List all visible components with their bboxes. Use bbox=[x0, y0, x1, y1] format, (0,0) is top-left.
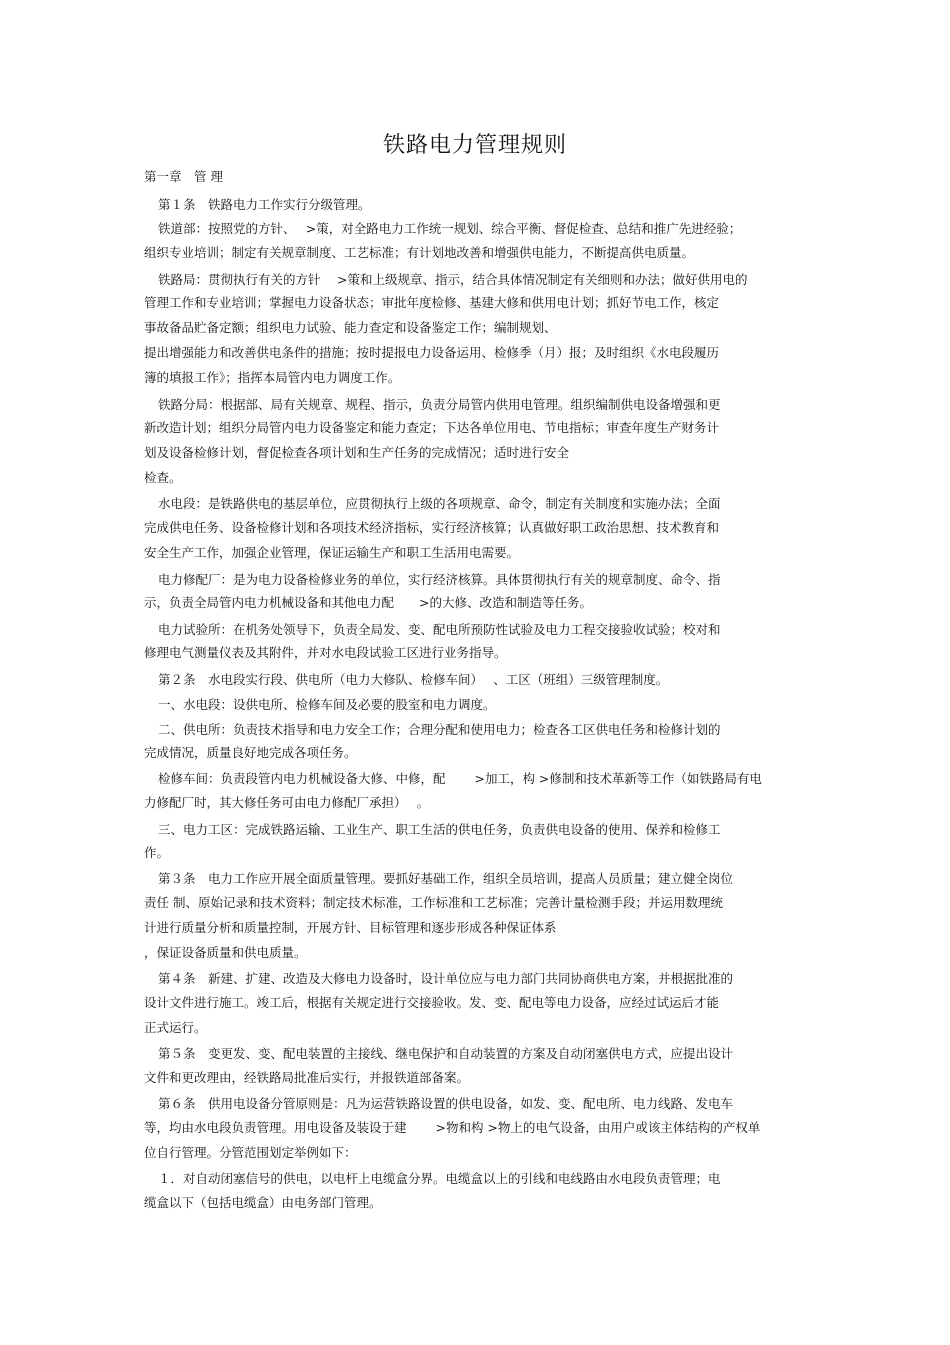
text-line: １．对自动闭塞信号的供电，以电杆上电缆盒分界。电缆盒以上的引线和电线路由水电段负责管理；电 bbox=[158, 1171, 721, 1186]
text-line: 水电段：是铁路供电的基层单位，应贯彻执行上级的各项规章、命令，制定有关制度和实施办法；全面 bbox=[158, 496, 721, 511]
text-line: 责任 制、原始记录和技术资料；制定技术标准，工作标准和工艺标准；完善计量检测手段；并运用数理统 bbox=[144, 895, 723, 910]
text-line: 位自行管理。分管范围划定举例如下： bbox=[144, 1145, 357, 1160]
text-line: ，保证设备质量和供电质量。 bbox=[144, 945, 307, 960]
document-title: 铁路电力管理规则 bbox=[382, 133, 567, 158]
text-line: 新改造计划；组织分局管内电力设备鉴定和能力查定；下达各单位用电、节电指标；审查年度生产财务计 bbox=[144, 420, 720, 435]
text-line: 划及设备检修计划，督促检查各项计划和生产任务的完成情况；适时进行安全 bbox=[144, 445, 570, 460]
text-line: 检修车间：负责段管内电力机械设备大修、中修，配 >加工，构 >修制和技术革新等工作（如铁路局有电 bbox=[158, 771, 762, 786]
text-line: 检查。 bbox=[144, 470, 182, 485]
text-line: 组织专业培训；制定有关规章制度、工艺标准；有计划地改善和增强供电能力，不断提高供电质量。 bbox=[144, 245, 695, 260]
text-line: 第４条 新建、扩建、改造及大修电力设备时，设计单位应与电力部门共同协商供电方案，并根据批准的 bbox=[158, 971, 734, 986]
text-line: 一、水电段：设供电所、检修车间及必要的股室和电力调度。 bbox=[158, 697, 496, 712]
text-line: 计进行质量分析和质量控制，开展方针、目标管理和逐步形成各种保证体系 bbox=[144, 920, 557, 935]
text-line: 簿的填报工作》；指挥本局管内电力调度工作。 bbox=[144, 370, 401, 385]
text-line: 管理工作和专业培训；掌握电力设备状态；审批年度检修、基建大修和供用电计划；抓好节电工作，核定 bbox=[144, 295, 720, 310]
text-line: 文件和更改理由，经铁路局批准后实行，并报铁道部备案。 bbox=[144, 1070, 470, 1085]
text-line: 作。 bbox=[144, 845, 170, 860]
text-line: 电力试验所：在机务处领导下，负责全局发、变、配电所预防性试验及电力工程交接验收试验；校对和 bbox=[158, 622, 721, 637]
chapter-heading: 第一章 管 理 bbox=[144, 169, 223, 184]
text-line: 安全生产工作，加强企业管理，保证运输生产和职工生活用电需要。 bbox=[144, 545, 520, 560]
text-line: 二、供电所：负责技术指导和电力安全工作；合理分配和使用电力；检查各工区供电任务和检修计划的 bbox=[158, 722, 721, 737]
text-line: 修理电气测量仪表及其附件，并对水电段试验工区进行业务指导。 bbox=[144, 645, 507, 660]
text-line: 第１条 铁路电力工作实行分级管理。 bbox=[158, 197, 371, 212]
text-line: 三、电力工区：完成铁路运输、工业生产、职工生活的供电任务，负责供电设备的使用、保养和检修工 bbox=[158, 822, 721, 837]
text-line: 缆盒以下（包括电缆盒）由电务部门管理。 bbox=[144, 1195, 382, 1210]
text-line: 铁道部：按照党的方针、 >策，对全路电力工作统一规划、综合平衡、督促检查、总结和推广先进经验； bbox=[158, 221, 742, 236]
text-line: 第３条 电力工作应开展全面质量管理。要抓好基础工作，组织全员培训，提高人员质量；建立健全岗位 bbox=[158, 871, 734, 886]
text-line: 正式运行。 bbox=[144, 1020, 207, 1035]
text-line: 第２条 水电段实行段、供电所（电力大修队、检修车间） 、工区（班组）三级管理制度。 bbox=[158, 672, 669, 687]
text-line: 设计文件进行施工。竣工后，根据有关规定进行交接验收。发、变、配电等电力设备，应经过试运后才能 bbox=[144, 995, 720, 1010]
text-line: 完成供电任务、设备检修计划和各项技术经济指标，实行经济核算；认真做好职工政治思想、技术教育和 bbox=[144, 520, 720, 535]
text-line: 铁路局：贯彻执行有关的方针 >策和上级规章、指示，结合具体情况制定有关细则和办法；做好供用电的 bbox=[158, 272, 748, 287]
text-line: 提出增强能力和改善供电条件的措施；按时提报电力设备运用、检修季（月）报；及时组织《水电段履历 bbox=[144, 345, 720, 360]
text-line: 示，负责全局管内电力机械设备和其他电力配 >的大修、改造和制造等任务。 bbox=[144, 595, 592, 610]
text-line: 第６条 供用电设备分管原则是：凡为运营铁路设置的供电设备，如发、变、配电所、电力线路、发电车 bbox=[158, 1096, 734, 1111]
text-line: 电力修配厂：是为电力设备检修业务的单位，实行经济核算。具体贯彻执行有关的规章制度、命令、指 bbox=[158, 572, 721, 587]
text-line: 完成情况，质量良好地完成各项任务。 bbox=[144, 745, 357, 760]
text-line: 力修配厂时，其大修任务可由电力修配厂承担） 。 bbox=[144, 795, 430, 810]
text-line: 等，均由水电段负责管理。用电设备及装设于建 >物和构 >物上的电气设备，由用户或该主体结构的产权单 bbox=[144, 1120, 761, 1135]
text-line: 事故备品贮备定额；组织电力试验、能力查定和设备鉴定工作；编制规划、 bbox=[144, 320, 557, 335]
text-line: 铁路分局：根据部、局有关规章、规程、指示，负责分局管内供用电管理。组织编制供电设备增强和更 bbox=[158, 397, 721, 412]
text-line: 第５条 变更发、变、配电装置的主接线、继电保护和自动装置的方案及自动闭塞供电方式，应提出设计 bbox=[158, 1046, 734, 1061]
